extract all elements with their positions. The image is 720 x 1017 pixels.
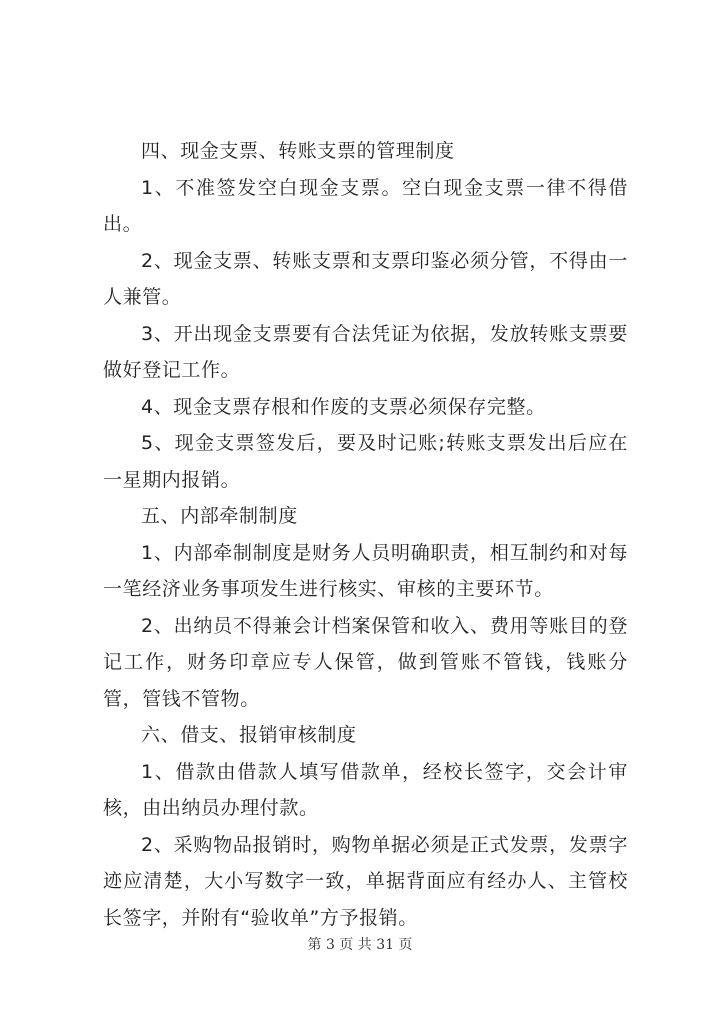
paragraph: 5、现金支票签发后，要及时记账;转账支票发出后应在一星期内报销。 [103, 432, 628, 491]
section-heading-5: 五、内部牵制制度 [141, 505, 298, 527]
section-heading-4: 四、现金支票、转账支票的管理制度 [141, 140, 455, 162]
section-heading-6: 六、借支、报销审核制度 [141, 724, 357, 746]
paragraph: 1、借款由借款人填写借款单，经校长签字，交会计审核，由出纳员办理付款。 [103, 760, 628, 819]
paragraph: 1、不准签发空白现金支票。空白现金支票一律不得借出。 [103, 176, 628, 235]
paragraph: 4、现金支票存根和作废的支票必须保存完整。 [141, 395, 546, 418]
paragraph: 1、内部牵制制度是财务人员明确职责，相互制约和对每一笔经济业务事项发生进行核实、审核的主要环节。 [103, 541, 628, 600]
paragraph: 2、出纳员不得兼会计档案保管和收入、费用等账目的登记工作，财务印章应专人保管，做到管账不管钱，钱账分管，管钱不管物。 [103, 614, 628, 710]
paragraph: 3、开出现金支票要有合法凭证为依据，发放转账支票要做好登记工作。 [103, 322, 628, 381]
paragraph: 2、现金支票、转账支票和支票印鉴必须分管，不得由一人兼管。 [103, 249, 628, 308]
document-body [103, 133, 628, 936]
page-number-footer: 第 3 页 共 31 页 [307, 937, 413, 953]
paragraph: 2、采购物品报销时，购物单据必须是正式发票，发票字迹应清楚，大小写数字一致，单据背面应有经办人、主管校长签字，并附有“验收单”方予报销。 [103, 833, 628, 929]
